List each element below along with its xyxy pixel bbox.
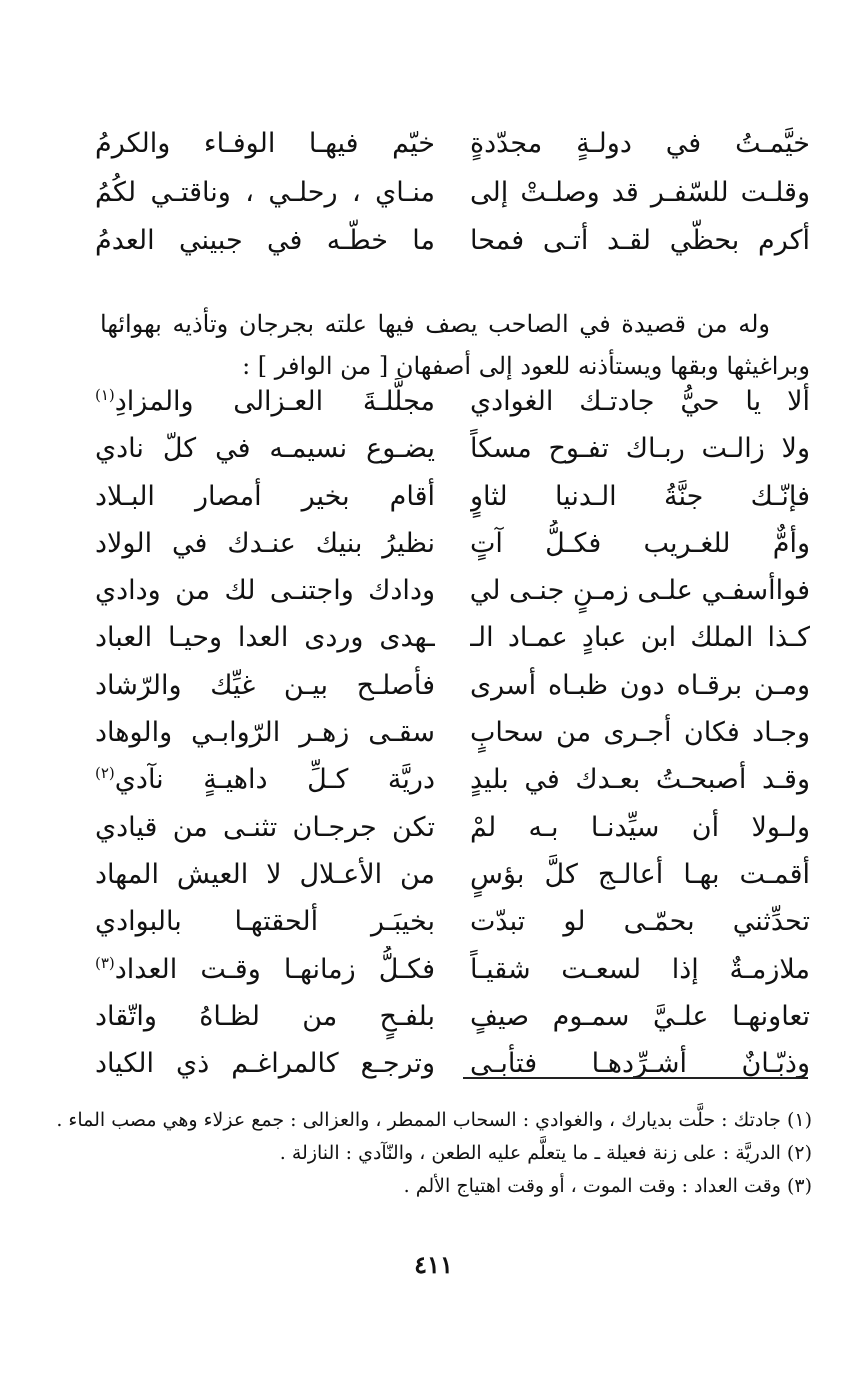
first-hemistich: تعاونهـا علـيَّ سمـوم صيفٍ — [470, 1000, 810, 1032]
second-hemistich: بخيبَـر ألحقتهـا بالبوادي — [95, 906, 435, 938]
page-number: ٤١١ — [414, 1250, 453, 1279]
second-hemistich — [95, 378, 435, 425]
footnote-divider — [463, 1077, 808, 1079]
second-hemistich: منـاي ، رحلـي ، وناقتـي لكُمُ — [95, 176, 435, 208]
first-hemistich: ولـولا أن سيِّدنـا بـه لمْ — [470, 811, 810, 843]
first-hemistich: فإنّـك جنَّةُ الـدنيا لثاوٍ — [470, 480, 810, 512]
second-hemistich: تكن جرجـان تثنـى من قيادي — [95, 811, 435, 843]
verse-line — [95, 614, 810, 661]
second-hemistich: فأصلـح بيـن غيِّك والرّشاد — [95, 669, 435, 701]
verse-line — [95, 520, 810, 567]
verse-line — [95, 946, 810, 993]
verse-line — [95, 120, 810, 169]
second-hemistich — [95, 756, 435, 803]
verse-line — [95, 169, 810, 218]
verse-line — [95, 756, 810, 803]
second-hemistich: من الأعـلال لا العيش المهاد — [95, 858, 435, 890]
first-hemistich: ومـن برقـاه دون ظبـاه أسرى — [470, 669, 810, 701]
verse-line — [95, 378, 810, 425]
second-hemistich: بلفـحٍ من لظـاهُ واتّقاد — [95, 1000, 435, 1032]
first-hemistich: تحدِّثني بحمّـى لو تبدّت — [470, 906, 810, 938]
verse-line — [95, 993, 810, 1040]
footnotes — [56, 1104, 812, 1203]
verse-line — [95, 662, 810, 709]
second-hemistich: نظيرُ بنيك عنـدك في الولاد — [95, 527, 435, 559]
second-hemistich: خيّم فيهـا الوفـاء والكرمُ — [95, 128, 435, 159]
footnote-marker[interactable]: (٣) — [95, 953, 115, 972]
footnote-marker[interactable]: (١) — [95, 386, 115, 404]
verse-line — [95, 425, 810, 472]
second-hemistich: وترجـع كالمراغـم ذي الكياد — [95, 1048, 435, 1080]
second-hemistich-text: فكـلُّ زمانهـا وقـت العداد — [114, 953, 435, 985]
second-hemistich: ودادك واجتنـى لك من ودادي — [95, 575, 435, 607]
second-hemistich: ـهدى وردى العدا وحيـا العباد — [95, 622, 435, 654]
verse-line — [95, 1040, 810, 1087]
footnote-marker[interactable]: (٢) — [95, 764, 115, 783]
verse-line — [95, 567, 810, 614]
first-hemistich: ملازمـةٌ إذا لسعـت شقيـاً — [470, 953, 810, 985]
first-hemistich: أقمـت بهـا أعالـج كلَّ بؤسٍ — [470, 858, 810, 890]
verse-line — [95, 851, 810, 898]
first-hemistich: أكرم بحظّي لقـد أتـى فمحا — [470, 225, 810, 256]
first-hemistich: وذبّـانٌ أشـرِّدهـا فتأبـى — [470, 1048, 810, 1080]
first-hemistich: وجـاد فكان أجـرى من سحابٍ — [470, 717, 810, 749]
first-hemistich: ألا يا حيُّ جادتـك الغوادي — [470, 386, 810, 417]
second-hemistich: يضـوع نسيمـه في كلّ نادي — [95, 433, 435, 465]
first-hemistich: وقـد أصبحـتُ بعـدك في بليدٍ — [470, 764, 810, 796]
verse-line — [95, 898, 810, 945]
first-hemistich: وأمٌّ للغـريب فكـلُّ آتٍ — [470, 527, 810, 559]
poem-introduction: وله من قصيدة في الصاحب يصف فيها علته بجرجان وتأذيه بهوائها وبراغيثها وبقها ويستأذنه للعود إلى أصفهان [ من الوافر ] : — [100, 310, 810, 380]
second-hemistich: أقام بخير أمصار البـلاد — [95, 480, 435, 512]
second-hemistich: سقـى زهـر الرّوابـي والوهاد — [95, 717, 435, 749]
second-hemistich-text: دريَّة كـلِّ داهيـةٍ نآدي — [114, 764, 435, 796]
verse-line — [95, 473, 810, 520]
first-hemistich: وقلـت للسّفـر قد وصلـتْ إلى — [470, 176, 810, 208]
footnote-2: (٢) الدريَّة : على زنة فعيلة ـ ما يتعلَّم عليه الطعن ، والنّآدي : النازلة . — [279, 1142, 812, 1164]
first-hemistich: فواأسفـي علـى زمـنٍ جنـى لي — [470, 575, 810, 607]
second-hemistich-text: مجلَّلـةَ العـزالى والمزادِ — [114, 386, 435, 417]
second-hemistich: ما خطّـه في جبيني العدمُ — [95, 225, 435, 256]
main-verses — [95, 378, 810, 1087]
verse-line — [95, 709, 810, 756]
first-hemistich: كـذا الملك ابن عبادٍ عمـاد الـ — [470, 622, 810, 654]
first-hemistich: خيَّمـتُ في دولـةٍ مجدّدةٍ — [470, 128, 810, 159]
first-hemistich: ولا زالـت ربـاك تفـوح مسكاً — [470, 433, 810, 465]
opening-verses — [95, 120, 810, 266]
verse-line — [95, 217, 810, 266]
footnote-1: (١) جادتك : حلَّت بديارك ، والغوادي : السحاب الممطر ، والعزالى : جمع عزلاء وهي مصب الماء . — [56, 1109, 812, 1131]
second-hemistich — [95, 946, 435, 993]
verse-line — [95, 804, 810, 851]
footnote-3: (٣) وقت العداد : وقت الموت ، أو وقت اهتياج الألم . — [403, 1175, 812, 1197]
